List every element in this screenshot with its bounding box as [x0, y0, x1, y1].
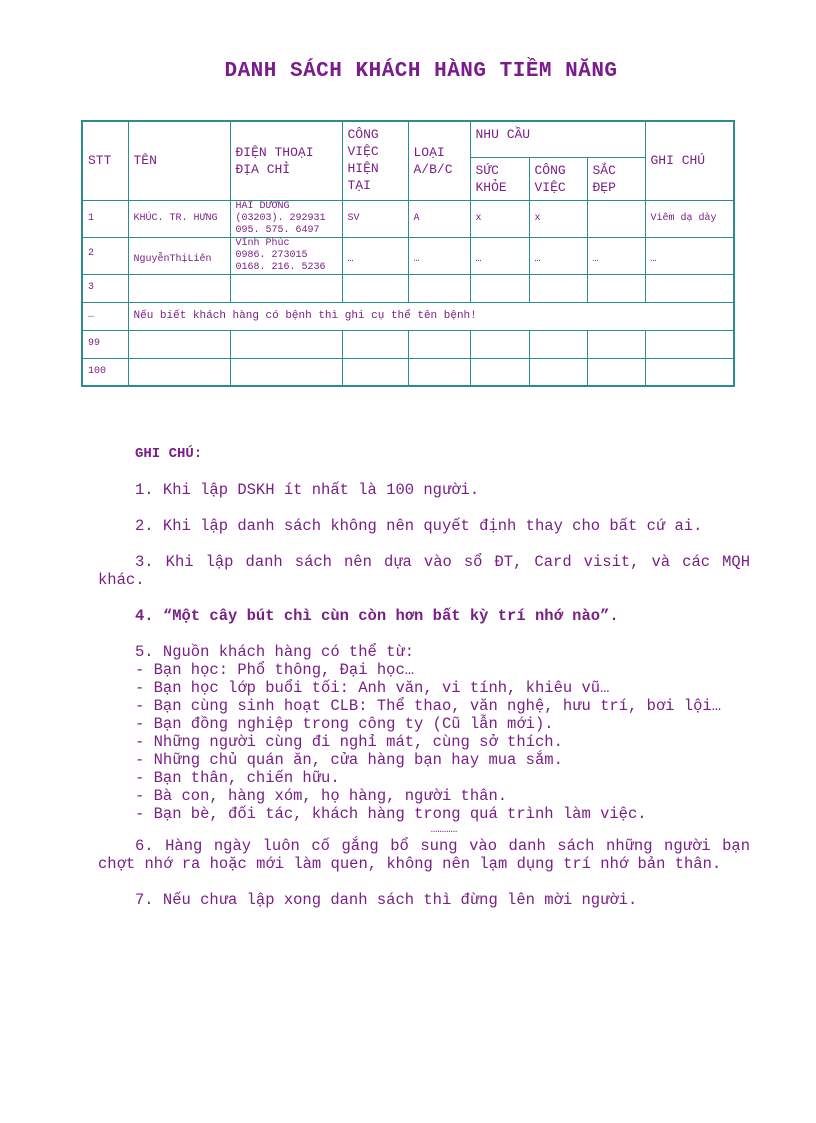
header-ghi-chu: GHI CHÚ	[645, 121, 734, 200]
list-item: - Bạn học lớp buổi tối: Anh văn, vi tính, khiêu vũ…	[135, 679, 610, 697]
notes-section	[98, 445, 750, 909]
customer-table	[81, 120, 735, 387]
list-item: - Những chủ quán ăn, cửa hàng bạn hay mua sắm.	[135, 751, 563, 769]
table-row	[82, 200, 734, 237]
header-sac-dep: SẮC ĐẸP	[587, 157, 645, 200]
list-item: - Bạn đồng nghiệp trong công ty (Cũ lẫn mới).	[135, 715, 554, 733]
note-5: 5. Nguồn khách hàng có thể từ:	[135, 643, 415, 661]
table-row	[82, 302, 734, 330]
table-note: Nếu biết khách hàng có bệnh thì ghi cụ thể tên bệnh!	[128, 302, 734, 330]
cell-stt: 100	[82, 358, 128, 386]
list-item: - Bà con, hàng xóm, họ hàng, người thân.	[135, 787, 508, 805]
cell-ten: NguyễnThịLiên	[128, 237, 230, 274]
header-suc-khoe: SỨC KHỎE	[470, 157, 529, 200]
list-item: - Bạn cùng sinh hoạt CLB: Thể thao, văn nghệ, hưu trí, bơi lội…	[135, 697, 721, 715]
note-4: 4. “Một cây bút chì cùn còn hơn bất kỳ trí nhớ nào”.	[135, 607, 619, 625]
cell-dien-thoai: Vĩnh Phúc 0986. 273015 0168. 216. 5236	[230, 237, 342, 274]
cell-cong-viec: …	[342, 237, 408, 274]
cell-ghi-chu: …	[645, 237, 734, 274]
cell-ghi-chu: Viêm dạ dày	[645, 200, 734, 237]
header-dien-thoai: ĐIỆN THOẠI ĐỊA CHỈ	[230, 121, 342, 200]
notes-heading: GHI CHÚ:	[135, 446, 203, 462]
header-nhu-cau: NHU CẦU	[470, 121, 645, 157]
note-2: 2. Khi lập danh sách không nên quyết định thay cho bất cứ ai.	[135, 517, 703, 535]
cell-cong-viec-nhu-cau: …	[529, 237, 587, 274]
dots-separator: …………	[430, 824, 458, 836]
header-stt: STT	[82, 121, 128, 200]
cell-cong-viec-nhu-cau: x	[529, 200, 587, 237]
cell-suc-khoe: …	[470, 237, 529, 274]
cell-sac-dep: …	[587, 237, 645, 274]
list-item: - Bạn học: Phổ thông, Đại học…	[135, 661, 415, 679]
list-item: - Bạn bè, đối tác, khách hàng trong quá trình làm việc.	[135, 805, 647, 823]
note-3: 3. Khi lập danh sách nên dựa vào sổ ĐT, Card visit, và các MQH khác.	[98, 553, 750, 589]
cell-loai: A	[408, 200, 470, 237]
table-row	[82, 274, 734, 302]
cell-stt: 3	[82, 274, 128, 302]
table-row	[82, 330, 734, 358]
cell-loai: …	[408, 237, 470, 274]
cell-stt: 2	[82, 237, 128, 274]
cell-stt: 1	[82, 200, 128, 237]
cell-sac-dep	[587, 200, 645, 237]
cell-stt: …	[82, 302, 128, 330]
cell-ten: KHÚC. TR. HƯNG	[128, 200, 230, 237]
cell-stt: 99	[82, 330, 128, 358]
cell-suc-khoe: x	[470, 200, 529, 237]
list-item: - Bạn thân, chiến hữu.	[135, 769, 340, 787]
table-row	[82, 358, 734, 386]
header-ten: TÊN	[128, 121, 230, 200]
document-title: DANH SÁCH KHÁCH HÀNG TIỀM NĂNG	[224, 60, 618, 83]
note-7: 7. Nếu chưa lập xong danh sách thì đừng lên mời người.	[135, 891, 638, 909]
note-1: 1. Khi lập DSKH ít nhất là 100 người.	[135, 481, 480, 499]
cell-cong-viec: SV	[342, 200, 408, 237]
header-cong-viec-hien-tai: CÔNG VIỆC HIỆN TẠI	[342, 121, 408, 200]
table-row	[82, 237, 734, 274]
list-item: - Những người cùng đi nghỉ mát, cùng sở thích.	[135, 733, 563, 751]
header-cong-viec: CÔNG VIỆC	[529, 157, 587, 200]
header-loai: LOẠI A/B/C	[408, 121, 470, 200]
note-6: 6. Hàng ngày luôn cố gắng bổ sung vào danh sách những người bạn chợt nhớ ra hoặc mới làm quen, không nên lạm dụng trí nhớ bản thân.	[98, 837, 750, 873]
cell-dien-thoai: HẢI DƯƠNG (03203). 292931 095. 575. 6497	[230, 200, 342, 237]
